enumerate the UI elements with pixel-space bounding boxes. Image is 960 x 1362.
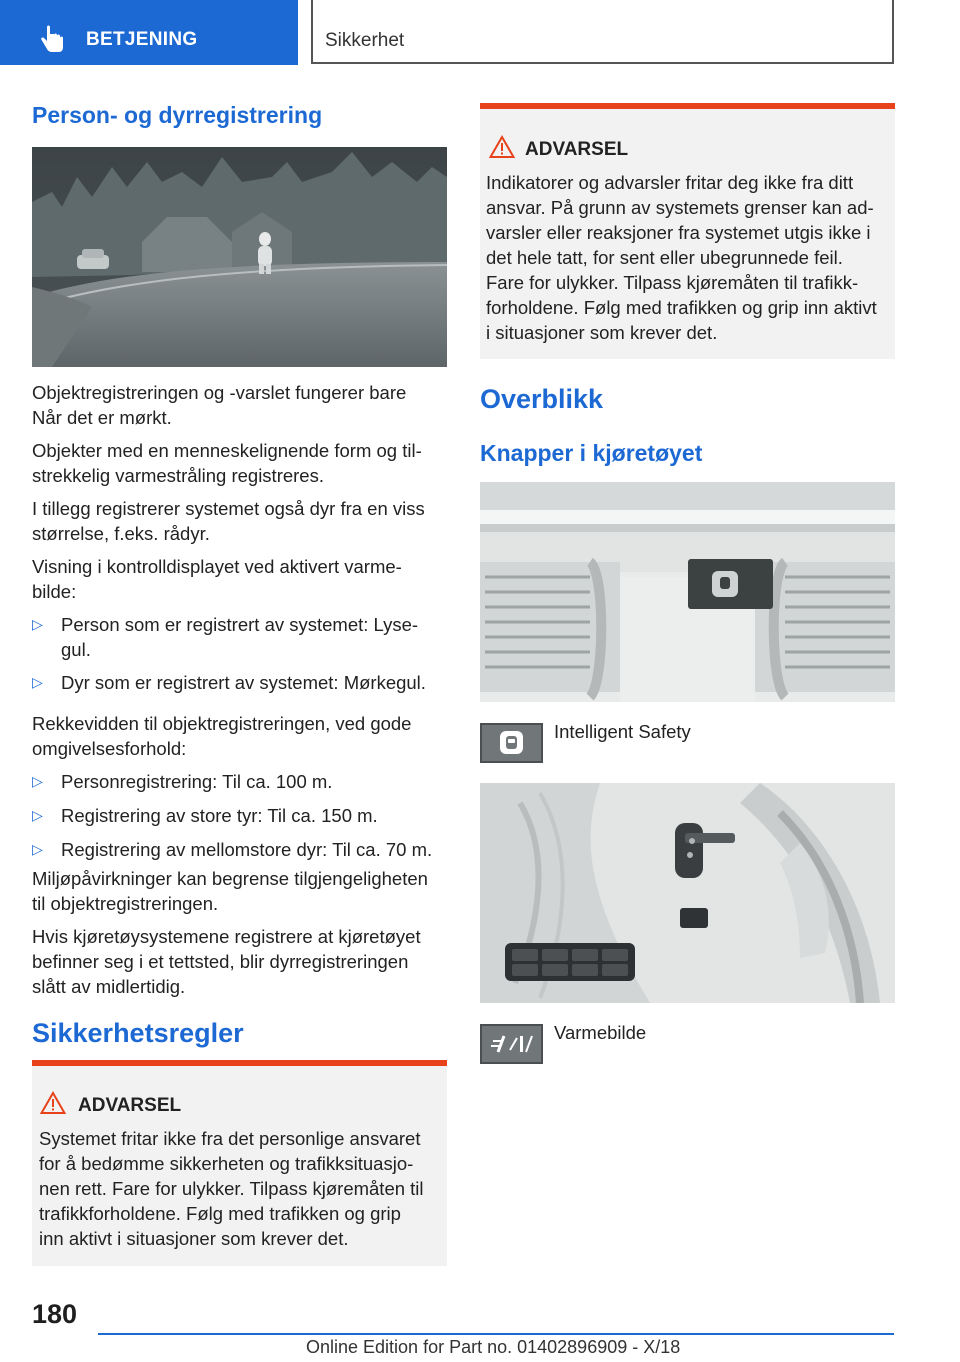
warning-box bbox=[480, 103, 895, 359]
chapter-tab bbox=[0, 0, 298, 65]
paragraph: Objektregistreringen og -varslet fungerer bare Når det er mørkt. bbox=[32, 382, 407, 428]
warning-text: Systemet fritar ikke fra det personlige ansvaret for å bedømme sikkerheten og trafikksituasjo- nen rett. Fare for ulykker. Tilpass kjøremåten til trafikkforholdene. Følg med trafikken og grip inn aktivt i situasjoner som krever det. bbox=[39, 1128, 424, 1249]
safety-heading-wrap bbox=[32, 1018, 447, 1049]
footer-edition: Online Edition for Part no. 01402896909 - X/18 bbox=[306, 1337, 681, 1357]
bullet-triangle-icon: ▷ bbox=[32, 674, 43, 690]
intelligent-safety-button-icon bbox=[480, 723, 543, 763]
hand-pointer-icon bbox=[38, 24, 68, 54]
paragraph: Rekkevidden til objektregistreringen, ved gode omgivelsesforhold: bbox=[32, 713, 412, 759]
overview-heading-wrap bbox=[480, 384, 895, 415]
warning-box bbox=[32, 1060, 447, 1266]
paragraph: Visning i kontrolldisplayet ved aktivert varme- bilde: bbox=[32, 556, 402, 602]
bullet-list bbox=[32, 612, 447, 695]
section-heading-overview: Overblikk bbox=[480, 384, 604, 414]
night-vision-image bbox=[32, 147, 447, 367]
paragraph: Miljøpåvirkninger kan begrense tilgjengeligheten til objektregistreringen. bbox=[32, 868, 428, 914]
warning-triangle-icon bbox=[489, 135, 515, 159]
thermal-image-button-icon bbox=[480, 1024, 543, 1064]
dashboard-button-image bbox=[480, 482, 895, 702]
bullet-list bbox=[32, 769, 447, 862]
list-item: ▷ Registrering av store tyr: Til ca. 150 m. bbox=[32, 805, 378, 826]
steering-column-image bbox=[480, 783, 895, 1003]
warning-title: ADVARSEL bbox=[78, 1095, 182, 1116]
section-heading-person-animal: Person- og dyrregistrering bbox=[32, 102, 323, 128]
list-item: ▷ Personregistrering: Til ca. 100 m. bbox=[32, 771, 333, 792]
section-title: Sikkerhet bbox=[325, 30, 405, 51]
list-item: ▷ Dyr som er registrert av systemet: Mørkegul. bbox=[32, 672, 426, 693]
chapter-title: BETJENING bbox=[86, 29, 198, 50]
thermal-image-label: Varmebilde bbox=[554, 1022, 647, 1043]
left-column bbox=[32, 102, 447, 129]
warning-title: ADVARSEL bbox=[525, 139, 629, 160]
footer-divider bbox=[98, 1333, 894, 1335]
warning-text: Indikatorer og advarsler fritar deg ikke fra ditt ansvar. På grunn av systemets grenser kan ad- varsler eller reaksjoner fra systemet utgis ikke i det hele tatt, for sent eller ubegrunnede feil. Fare for ulykker. Tilpass kjøremåten til trafikk- forholdene. Følg med trafikken og grip inn aktivt i situasjoner som krever det. bbox=[486, 172, 877, 343]
paragraph: Hvis kjøretøysystemene registrere at kjøretøyet befinner seg i et tettsted, blir dyrregistreringen slått av midlertidig. bbox=[32, 926, 421, 997]
subheading-buttons-in-vehicle: Knapper i kjøretøyet bbox=[480, 440, 703, 466]
buttons-heading-wrap bbox=[480, 440, 895, 467]
warning-triangle-icon bbox=[40, 1091, 66, 1115]
list-item: ▷ Person som er registrert av systemet: Lyse- gul. bbox=[32, 614, 419, 660]
left-body bbox=[32, 380, 447, 999]
bullet-triangle-icon: ▷ bbox=[32, 841, 43, 857]
list-item: ▷ Registrering av mellomstore dyr: Til ca. 70 m. bbox=[32, 839, 433, 860]
section-heading-safety-rules: Sikkerhetsregler bbox=[32, 1018, 244, 1048]
paragraph: I tillegg registrerer systemet også dyr fra en viss størrelse, f.eks. rådyr. bbox=[32, 498, 425, 544]
bullet-triangle-icon: ▷ bbox=[32, 807, 43, 823]
page-number: 180 bbox=[32, 1299, 78, 1329]
paragraph: Objekter med en menneskelignende form og til- strekkelig varmestråling registreres. bbox=[32, 440, 422, 486]
intelligent-safety-label: Intelligent Safety bbox=[554, 721, 691, 742]
bullet-triangle-icon: ▷ bbox=[32, 616, 43, 632]
bullet-triangle-icon: ▷ bbox=[32, 773, 43, 789]
